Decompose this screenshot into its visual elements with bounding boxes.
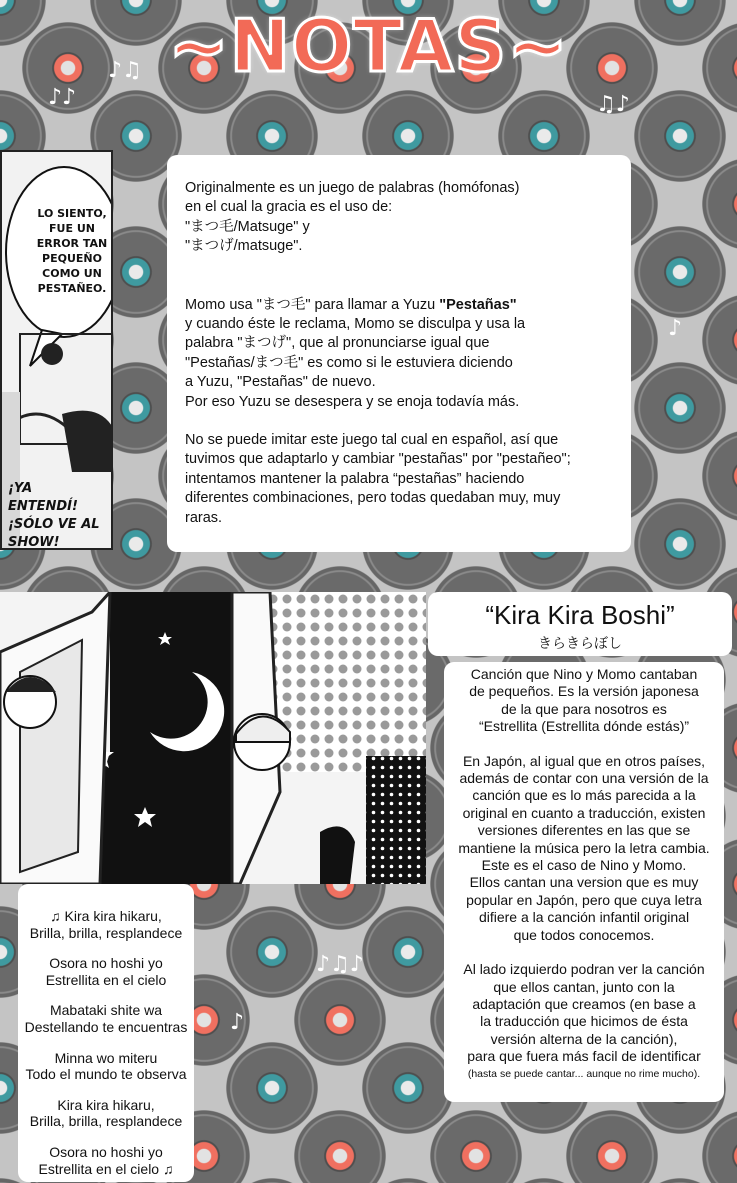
text-line: raras.	[185, 509, 223, 526]
note1-intro	[185, 179, 625, 257]
note-card-matsuge	[167, 155, 631, 552]
text-line: difiere a la canción infantil original	[478, 909, 690, 926]
lyric-japanese: ♫ Kira kira hikaru,	[50, 908, 162, 924]
song-subtitle: きらきらぼし	[538, 635, 622, 651]
text-line: de pequeños. Es la versión japonesa	[469, 683, 699, 700]
text-line: Al lado izquierdo podran ver la canción	[463, 961, 705, 978]
text-line: versión alterna de la canción),	[490, 1030, 678, 1047]
lyric-stanza	[18, 908, 194, 941]
lyric-stanza	[18, 1050, 194, 1083]
text-line	[185, 296, 625, 315]
text-line: a Yuzu, "Pestañas" de nuevo.	[185, 374, 376, 391]
song-title: “Kira Kira Boshi”	[485, 600, 675, 630]
text-line: Por eso Yuzu se desespera y se enoja todavía más.	[185, 393, 520, 410]
lyric-spanish: Brilla, brilla, resplandece	[29, 924, 183, 941]
text-line: además de contar con una versión de la	[459, 770, 709, 787]
text-line: y cuando éste le reclama, Momo se disculpa y usa la	[185, 316, 526, 333]
lyric-stanza	[18, 955, 194, 988]
note1-explanation	[185, 296, 625, 412]
text-line: palabra "まつげ", que al pronunciarse igual que	[185, 335, 490, 352]
text-line: "まつげ/matsuge".	[185, 238, 303, 255]
text-line: popular en Japón, pero que cuya letra	[466, 891, 702, 908]
manga-panel-top	[0, 150, 113, 550]
note1-adaptation	[185, 431, 625, 528]
text-line: "Pestañas/まつ毛" es como si le estuviera diciendo	[185, 354, 513, 371]
footnote: (hasta se puede cantar... aunque no rime mucho).	[467, 1067, 701, 1080]
text-line: tuvimos que adaptarlo y cambiar "pestañas" por "pestañeo";	[185, 451, 571, 468]
page-title: ~NOTAS~	[168, 4, 569, 88]
note-card-song	[444, 662, 724, 1102]
manga-illustration	[0, 592, 426, 884]
text-line: canción que es lo más parecida a la	[472, 787, 696, 804]
text-line: adaptación que creamos (en base a	[472, 995, 696, 1012]
text-line: versiones diferentes en las que se	[477, 822, 691, 839]
music-note-icon: ♪	[668, 316, 683, 341]
lyric-spanish: Estrellita en el cielo ♫	[38, 1160, 174, 1177]
lyric-japanese: Osora no hoshi yo	[49, 1143, 163, 1160]
bold-word: "Pestañas"	[439, 296, 517, 313]
lyric-japanese: Mabataki shite wa	[49, 1002, 163, 1019]
music-note-icon: ♪♫♪	[316, 952, 364, 977]
text-line: Ellos cantan una version que es muy	[469, 874, 699, 891]
shout-text: ¡YA ENTENDÍ! ¡SÓLO VE AL SHOW!	[8, 481, 100, 550]
lyric-spanish: Brilla, brilla, resplandece	[29, 1113, 183, 1130]
text-line: intentamos mantener la palabra “pestañas” haciendo	[185, 470, 525, 487]
music-note-icon: ♪♫	[108, 58, 142, 83]
text-line: que todos conocemos.	[513, 926, 655, 943]
music-note-icon: ♪	[230, 1010, 245, 1035]
text-line: Canción que Nino y Momo cantaban	[470, 666, 698, 682]
text-line: mantiene la música pero la letra cambia.	[458, 839, 710, 856]
lyric-spanish: Estrellita en el cielo	[45, 971, 167, 988]
text-line: que ellos cantan, junto con la	[493, 978, 675, 995]
lyric-japanese: Minna wo miteru	[54, 1049, 158, 1066]
text-line: de la que para nosotros es	[501, 700, 667, 717]
lyric-japanese: Kira kira hikaru,	[57, 1096, 155, 1113]
text-line: la traducción que hicimos de ésta	[480, 1013, 688, 1030]
lyric-spanish: Todo el mundo te observa	[25, 1066, 187, 1083]
text-line: Originalmente es un juego de palabras (homófonas)	[185, 180, 520, 196]
text-line: “Estrellita (Estrellita dónde estás)”	[478, 718, 690, 735]
lyric-stanza	[18, 1002, 194, 1035]
speech-bubble-text: LO SIENTO, FUE UN ERROR TAN PEQUEÑO COMO UN PESTAÑEO.	[36, 207, 108, 295]
lyric-stanza	[18, 1144, 194, 1177]
text-fragment: Momo usa "まつ毛" para llamar a Yuzu	[185, 296, 440, 313]
text-line: para que fuera más facil de identificar	[467, 1048, 701, 1065]
lyric-japanese: Osora no hoshi yo	[49, 955, 163, 972]
text-line: original en cuanto a traducción, existen	[462, 804, 706, 821]
text-line: en el cual la gracia es el uso de:	[185, 199, 393, 216]
text-line: diferentes combinaciones, pero todas quedaban muy, muy	[185, 490, 561, 507]
text-line: En Japón, al igual que en otros países,	[462, 752, 706, 769]
manga-panel-window	[0, 592, 426, 884]
music-note-icon: ♪♪	[48, 85, 77, 110]
music-note-icon: ♫♪	[596, 92, 630, 117]
song-lyrics-card	[18, 884, 194, 1182]
song-title-card	[428, 592, 732, 656]
text-line: Este es el caso de Nino y Momo.	[481, 857, 687, 874]
text-line: "まつ毛/Matsuge" y	[185, 218, 310, 235]
lyric-spanish: Destellando te encuentras	[24, 1018, 188, 1035]
text-line: No se puede imitar este juego tal cual en español, así que	[185, 432, 559, 449]
lyric-stanza	[18, 1097, 194, 1130]
